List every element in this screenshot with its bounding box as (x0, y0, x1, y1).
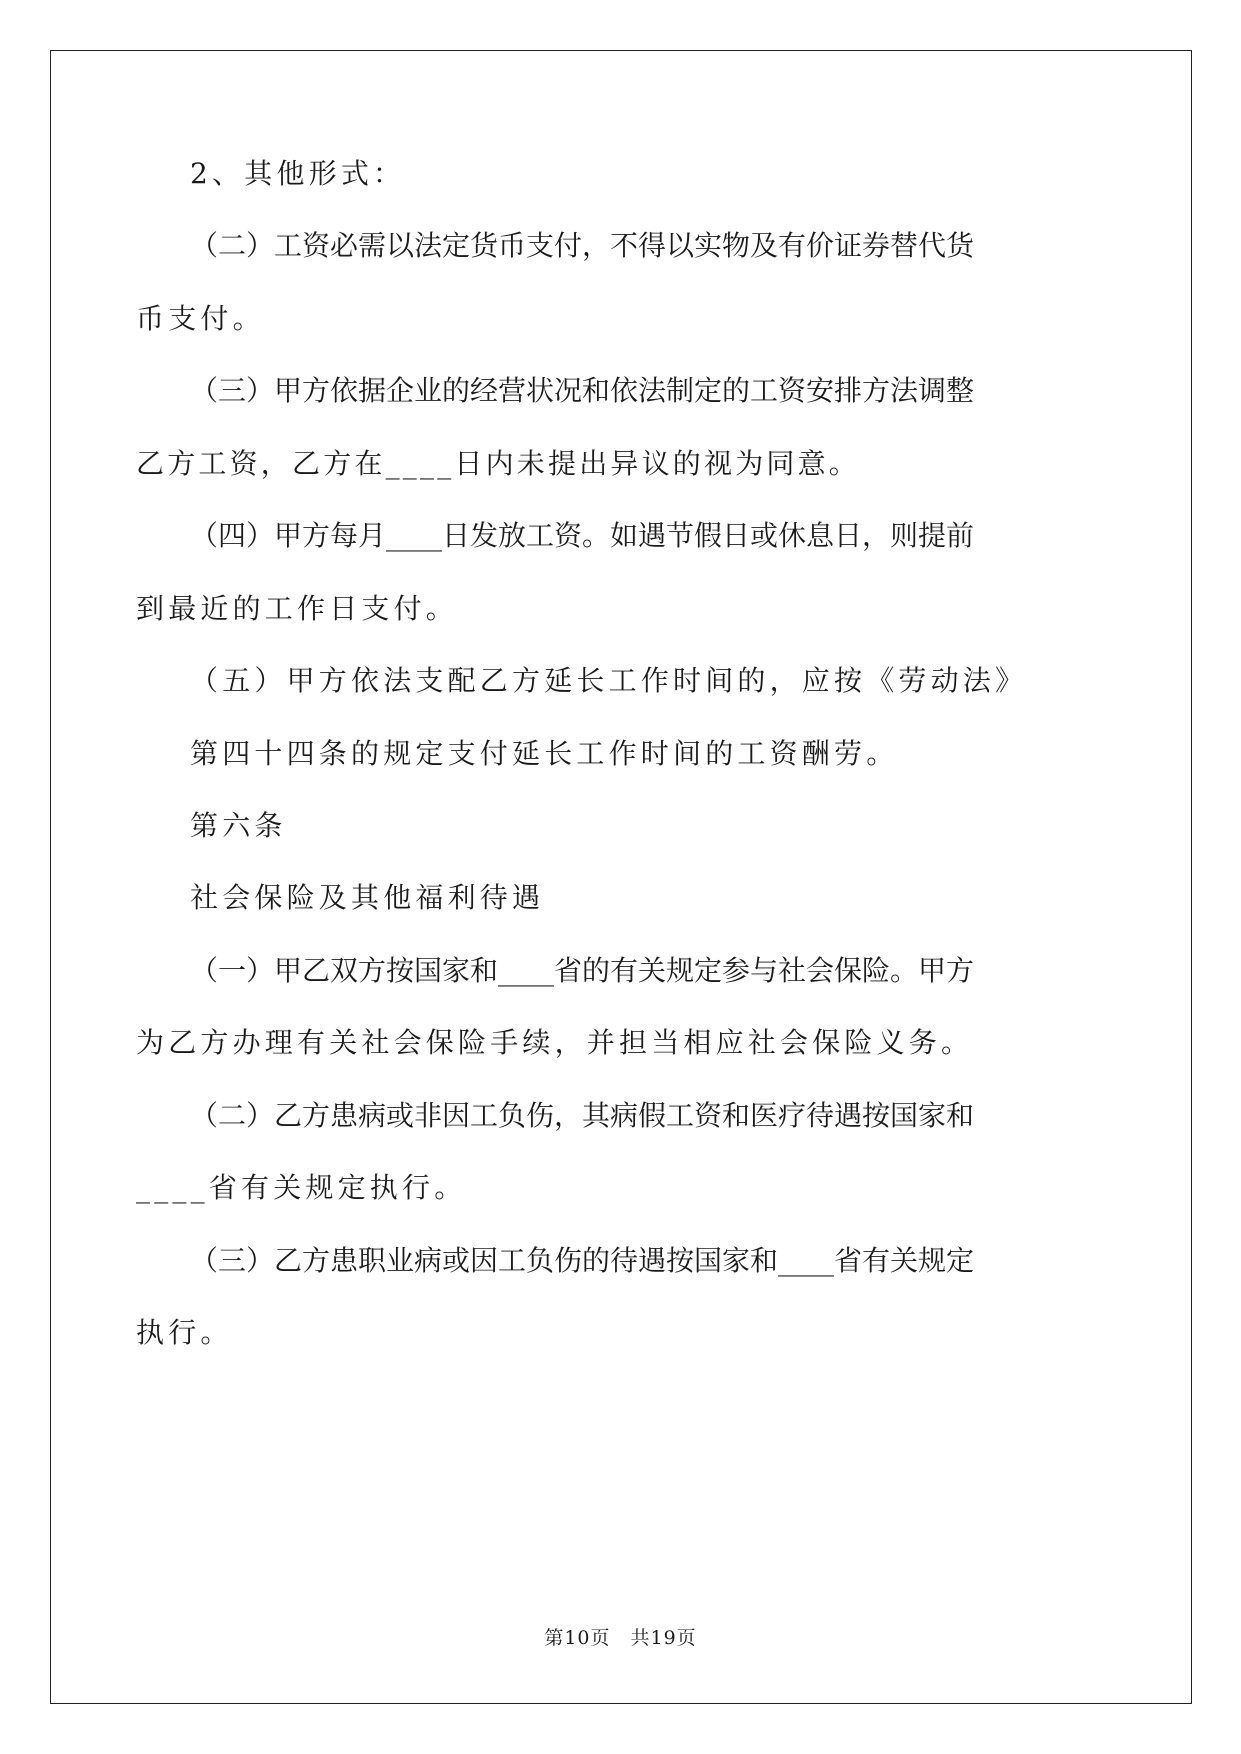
text-line: （三）乙方患职业病或因工负伤的待遇按国家和____省有关规定 (190, 1244, 975, 1277)
text-line: 2、其他形式： (190, 157, 406, 190)
page-border (50, 50, 1192, 1704)
text-line: （四）甲方每月____日发放工资。如遇节假日或休息日，则提前 (190, 519, 975, 552)
text-line: ____省有关规定执行。 (136, 1171, 467, 1204)
text-line: 第四十四条的规定支付延长工作时间的工资酬劳。 (190, 737, 899, 770)
text-line: （二）乙方患病或非因工负伤，其病假工资和医疗待遇按国家和 (190, 1099, 975, 1132)
text-line: 社会保险及其他福利待遇 (190, 881, 545, 914)
text-line: 到最近的工作日支付。 (136, 592, 459, 625)
text-line: 执行。 (136, 1316, 233, 1349)
text-line: 为乙方办理有关社会保险手续，并担当相应社会保险义务。 (136, 1026, 974, 1059)
text-line: （一）甲乙双方按国家和____省的有关规定参与社会保险。甲方 (190, 954, 975, 987)
text-line: （五）甲方依法支配乙方延长工作时间的，应按《劳动法》 (190, 664, 1028, 697)
text-line: （二）工资必需以法定货币支付，不得以实物及有价证券替代货 (190, 229, 975, 262)
text-line: 币支付。 (136, 302, 265, 335)
text-line: （三）甲方依据企业的经营状况和依法制定的工资安排方法调整 (190, 374, 975, 407)
page-number: 第10页 共19页 (544, 1627, 697, 1649)
text-line: 第六条 (190, 809, 287, 842)
text-line: 乙方工资，乙方在____日内未提出异议的视为同意。 (136, 447, 861, 480)
